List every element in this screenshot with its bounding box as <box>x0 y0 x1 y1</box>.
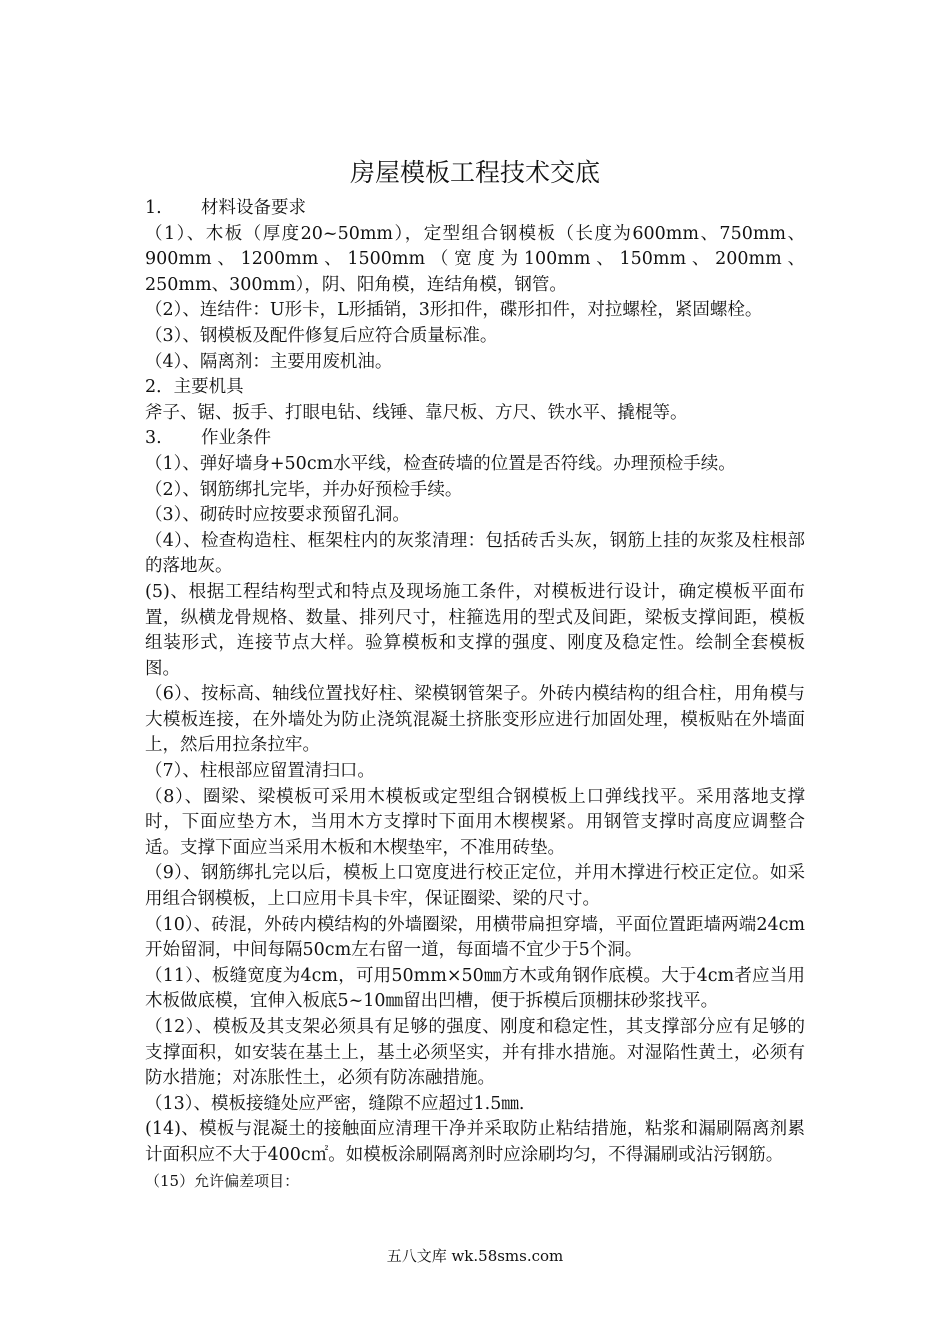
paragraph-3-9: （9）、钢筋绑扎完以后，模板上口宽度进行校正定位，并用木撑进行校正定位。如采用组合钢模板，上口应用卡具卡牢，保证圈梁、梁的尺寸。 <box>145 863 805 910</box>
paragraph-3-10: （10）、砖混，外砖内模结构的外墙圈梁，用横带扁担穿墙，平面位置距墙两端24cm开始留洞，中间每隔50cm左右留一道，每面墙不宜少于5个洞。 <box>145 914 805 961</box>
section-3-title: 作业条件 <box>201 428 271 449</box>
section-3-number: 3. <box>145 428 162 449</box>
paragraph-3-2: （2）、钢筋绑扎完毕，并办好预检手续。 <box>145 479 463 500</box>
paragraph-3-5: (5)、根据工程结构型式和特点及现场施工条件，对模板进行设计，确定模板平面布置，纵横龙骨规格、数量、排列尺寸，柱箍选用的型式及间距，梁板支撑间距，模板组装形式，连接节点大样。验算模板和支撑的强度、刚度及稳定性。绘制全套模板图。 <box>145 581 805 679</box>
paragraph-3-3: （3）、砌砖时应按要求预留孔洞。 <box>145 505 410 526</box>
document-title: 房屋模板工程技术交底 <box>349 158 600 187</box>
paragraph-1-4: （4）、隔离剂：主要用废机油。 <box>145 351 393 372</box>
paragraph-3-11: （11）、板缝宽度为4cm，可用50mm×50㎜方木或角钢作底模。大于4cm者应当用木板做底模，宜伸入板底5~10㎜留出凹槽，便于拆模后顶棚抹砂浆找平。 <box>145 965 805 1012</box>
paragraph-3-12: （12）、模板及其支架必须具有足够的强度、刚度和稳定性，其支撑部分应有足够的支撑面积，如安装在基土上，基土必须坚实，并有排水措施。对湿陷性黄土，必须有防水措施；对冻胀性土，必须有防冻融措施。 <box>145 1017 805 1089</box>
paragraph-3-4: （4）、检查构造柱、框架柱内的灰浆清理：包括砖舌头灰，钢筋上挂的灰浆及柱根部的落地灰。 <box>145 530 805 577</box>
section-1-number: 1. <box>145 198 162 218</box>
paragraph-1-3: （3）、钢模板及配件修复后应符合质量标准。 <box>145 325 498 346</box>
page-footer: 五八文库 wk.58sms.com <box>386 1247 564 1265</box>
document-body <box>145 196 805 1194</box>
paragraph-2-1: 斧子、锯、扳手、打眼电钻、线锤、靠尺板、方尺、铁水平、撬棍等。 <box>145 402 688 423</box>
paragraph-1-1: （1）、木板（厚度20~50mm），定型组合钢模板（长度为600mm、750mm、900mm、1200mm、1500mm（宽度为100mm、150mm、200mm、250mm、300mm），阴、阳角模，连结角模，钢管。 <box>145 223 805 295</box>
paragraph-3-13: （13）、模板接缝处应严密，缝隙不应超过1.5㎜. <box>145 1093 525 1114</box>
paragraph-3-6: （6）、按标高、轴线位置找好柱、梁模钢管架子。外砖内模结构的组合柱，用角模与大模板连接，在外墙处为防止浇筑混凝土挤胀变形应进行加固处理，模板贴在外墙面上，然后用拉条拉牢。 <box>145 684 805 756</box>
paragraph-3-15: （15）允许偏差项目： <box>145 1171 300 1190</box>
paragraph-3-1: （1）、弹好墙身+50cm水平线，检查砖墙的位置是否符线。办理预检手续。 <box>145 453 736 474</box>
paragraph-1-2: （2）、连结件：U形卡，L形插销，3形扣件，碟形扣件，对拉螺栓，紧固螺栓。 <box>145 300 763 321</box>
paragraph-3-8: （8）、圈梁、梁模板可采用木模板或定型组合钢模板上口弹线找平。采用落地支撑时，下面应垫方木，当用木方支撑时下面用木楔楔紧。用钢管支撑时高度应调整合适。支撑下面应当采用木板和木楔垫牢，不准用砖垫。 <box>145 786 805 858</box>
paragraph-3-7: （7）、柱根部应留置清扫口。 <box>145 761 375 782</box>
section-3-heading <box>145 426 805 452</box>
paragraph-3-14: (14)、模板与混凝土的接触面应清理干净并采取防止粘结措施，粘浆和漏刷隔离剂累计面积应不大于400c㎡。如模板涂刷隔离剂时应涂刷均匀，不得漏刷或沾污钢筋。 <box>145 1119 805 1165</box>
section-1-heading <box>145 196 805 222</box>
section-1-title: 材料设备要求 <box>201 198 306 218</box>
section-2-heading: 2．主要机具 <box>145 377 244 398</box>
